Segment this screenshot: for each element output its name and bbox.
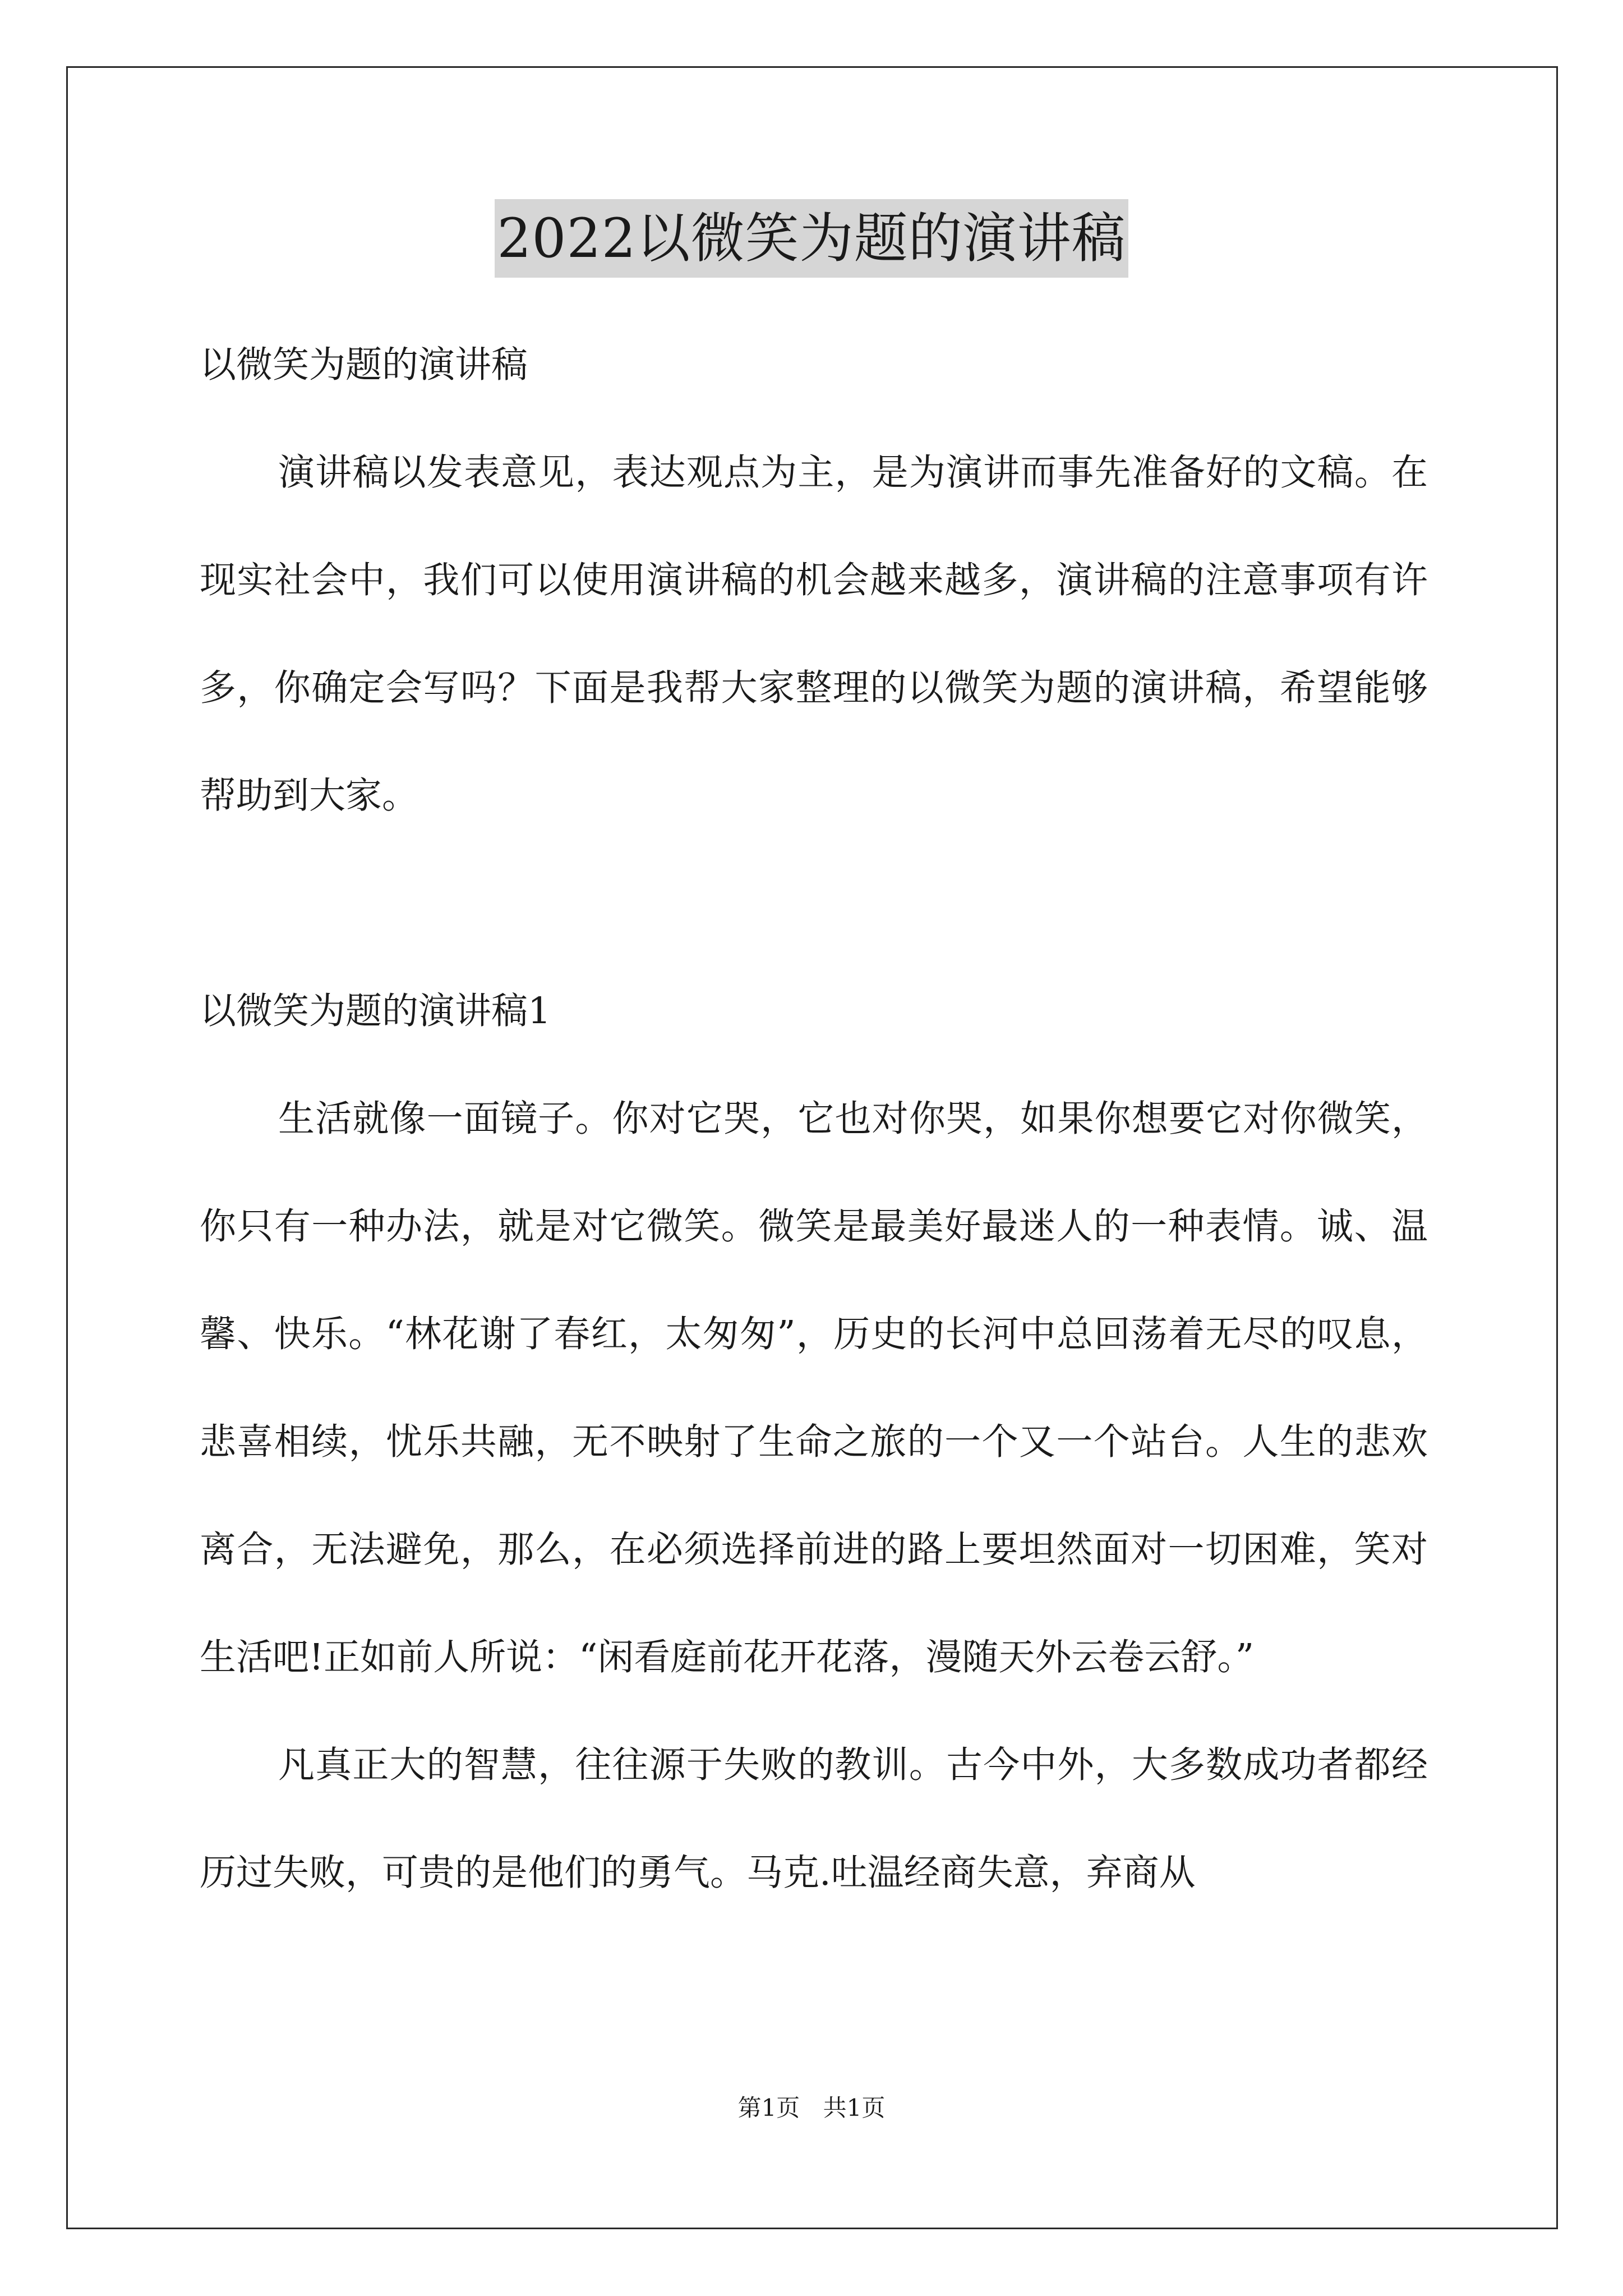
document-title-wrapper [0, 199, 1623, 278]
section-heading: 以微笑为题的演讲稿1 [200, 990, 551, 1032]
section-spacer [200, 850, 1428, 958]
page-number: 第1页 [737, 2094, 800, 2122]
page-footer [0, 2091, 1623, 2125]
subtitle: 以微笑为题的演讲稿 [200, 344, 528, 386]
body-paragraph-1: 生活就像一面镜子。你对它哭，它也对你哭，如果你想要它对你微笑，你只有一种办法，就是对它微笑。微笑是最美好最迷人的一种表情。诚、温馨、快乐。“林花谢了春红，太匆匆”，历史的长河中总回荡着无尽的叹息，悲喜相续，忧乐共融，无不映射了生命之旅的一个又一个站台。人生的悲欢离合，无法避免，那么，在必须选择前进的路上要坦然面对一切困难，笑对生活吧!正如前人所说：“闲看庭前花开花落，漫随天外云卷云舒。” [200, 1098, 1428, 1678]
body-paragraph-2: 凡真正大的智慧，往往源于失败的教训。古今中外，大多数成功者都经历过失败，可贵的是他们的勇气。马克.吐温经商失意，弃商从 [200, 1744, 1428, 1894]
page-total: 共1页 [823, 2094, 886, 2122]
document-title: 2022以微笑为题的演讲稿 [495, 199, 1128, 278]
document-body [200, 311, 1428, 1927]
intro-paragraph: 演讲稿以发表意见，表达观点为主，是为演讲而事先准备好的文稿。在现实社会中，我们可以使用演讲稿的机会越来越多，演讲稿的注意事项有许多，你确定会写吗？下面是我帮大家整理的以微笑为题的演讲稿，希望能够帮助到大家。 [200, 452, 1428, 817]
